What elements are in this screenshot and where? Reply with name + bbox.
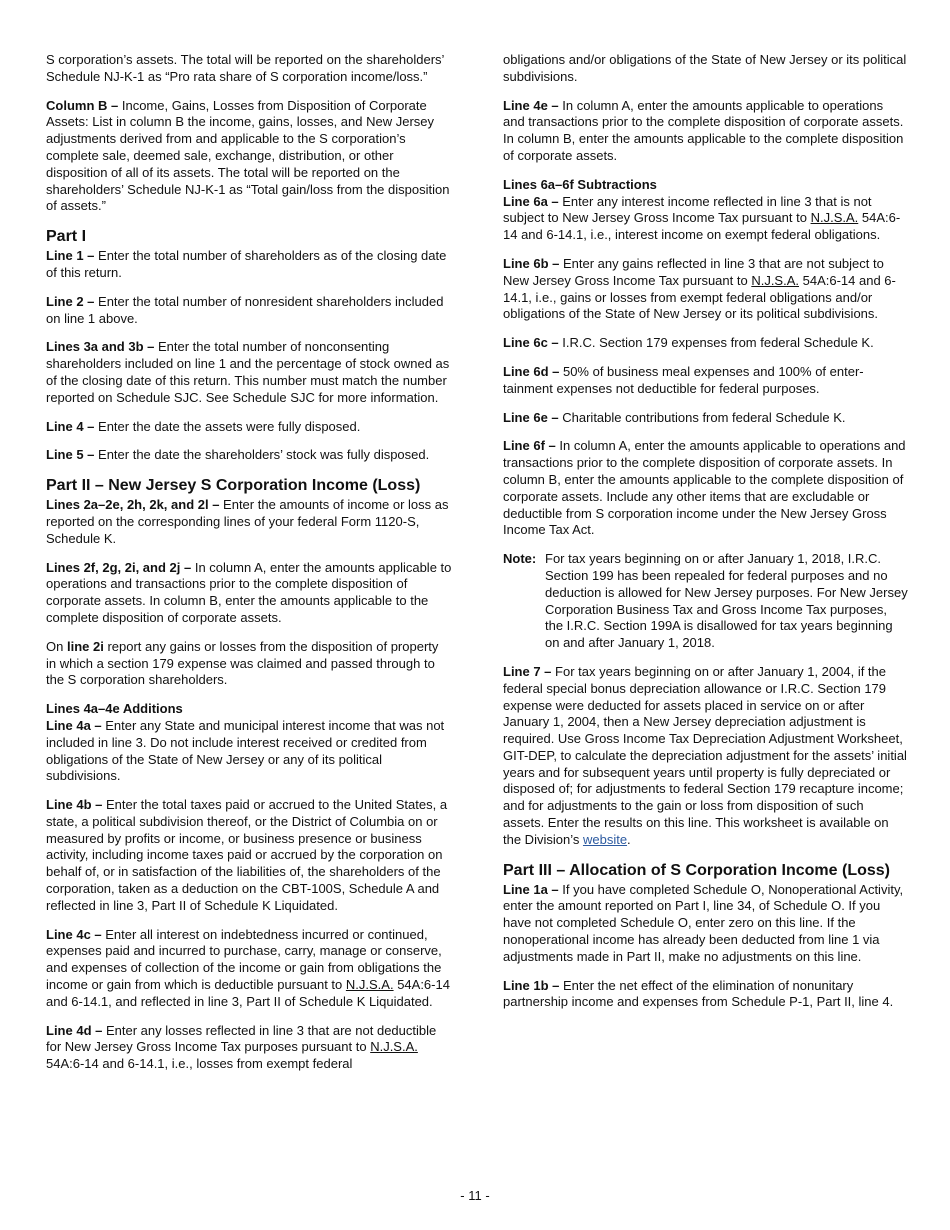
paragraph-lines-2a-2e: Lines 2a–2e, 2h, 2k, and 2l – Enter the amounts of income or loss as reported on the corresponding lines of your federal Form 1120-S, Schedule K. xyxy=(46,497,449,546)
paragraph-line-6f: Line 6f – In column A, enter the amounts applicable to operations and transactions prior to the complete disposition of corporate assets. In column B, enter the amounts applicable to the complete disposition of corporate assets. Include any other items that are excludable or deductible from S corporation income under the New Jersey Gross Income Tax Act. xyxy=(503,438,906,538)
paragraph-continued: obligations and/or obligations of the State of New Jersey or its political subdivisions. xyxy=(503,52,907,84)
paragraph-line-4a: Line 4a – Enter any State and municipal interest income that was not included in line 3. Do not include interest received or credited from obligations of the State of New Jersey or any of its political subdivisions. xyxy=(46,717,445,784)
paragraph-lines-3a-3b: Lines 3a and 3b – Enter the total number of nonconsenting shareholders included on line 1 and the percentage of stock owned as of the closing date of this return. This number must match the number reported on Schedule SJC. See Schedule SJC for more information. xyxy=(46,339,450,405)
paragraph-line-1b: Line 1b – Enter the net effect of the elimination of nonunitary partnership income and expenses from Schedule P-1, Part II, line 4. xyxy=(503,977,894,1010)
part-2-heading: Part II – New Jersey S Corporation Income (Loss) xyxy=(46,477,421,495)
column-b-label: Column B – xyxy=(46,97,119,113)
paragraph-line-1: Line 1 – Enter the total number of shareholders as of the closing date of this return. xyxy=(46,248,447,280)
paragraph-line-6a: Line 6a – Enter any interest income reflected in line 3 that is not subject to New Jersey Gross Income Tax pursuant to N.J.S.A. 54A:6-14 and 6-14.1, i.e., interest income on exempt federal obligations. xyxy=(503,193,901,243)
additions-heading: Lines 4a–4e Additions xyxy=(46,701,183,717)
subtractions-heading: Lines 6a–6f Subtractions xyxy=(503,176,657,192)
left-column xyxy=(46,52,452,1073)
paragraph-line-5: Line 5 – Enter the date the shareholders’ stock was fully disposed. xyxy=(46,447,430,463)
njsa-reference: N.J.S.A. xyxy=(370,1039,418,1055)
paragraph-line-7: Line 7 – For tax years beginning on or after January 1, 2004, if the federal special bonus depreciation allowance or I.R.C. Section 179 expense were deducted for assets placed in service on or after January 1, 2004, then a New Jersey depreciation adjustment is required. Use Gross Income Tax Depreciation Adjustment Worksheet, GIT-DEP, to calculate the depreciation adjustment for the assets’ initial years and for subsequent years until property is fully depreciated or disposed of; for adjustments to federal Section 179 recapture income; and for adjustments to the gain or loss from disposition of such assets. Enter the results on this line. This worksheet is available on the Division’s website. xyxy=(503,663,907,847)
part-3-heading: Part III – Allocation of S Corporation Income (Loss) xyxy=(503,861,890,879)
paragraph-line-4e: Line 4e – In column A, enter the amounts applicable to operations and transactions prior to the complete disposition of corporate assets. In column B, enter the amounts applicable to the complete disposition of corporate assets. xyxy=(503,97,904,163)
note-text: For tax years beginning on or after January 1, 2018, I.R.C. Section 199 has been repealed for federal purposes and no deduction is allowed for New Jersey purposes. For New Jersey Corporation Business Tax and Gross Income Tax purposes, the I.R.C. Section 199A is disallowed for tax years beginning on and after January 1, 2018. xyxy=(545,551,908,651)
njsa-reference: N.J.S.A. xyxy=(751,272,799,288)
paragraph-line-6b: Line 6b – Enter any gains reflected in line 3 that are not subject to New Jersey Gross Income Tax pursuant to N.J.S.A. 54A:6-14 and 6-14.1, i.e., gains or losses from exempt federal obligations and/or obligations of the State of New Jersey or its political subdivisions. xyxy=(503,255,896,322)
paragraph-line-4: Line 4 – Enter the date the assets were fully disposed. xyxy=(46,418,361,434)
paragraph-column-b: Column B – Income, Gains, Losses from Disposition of Corporate Assets: List in column B the income, gains, losses, and New Jersey adjustments derived from and applicable to the S corporation’s complete sale, deemed sale, exchange, distribution, or other disposition of all of its assets. The total will be reported on the shareholders’ Schedule NJ-K-1 as “Total gain/loss from the disposition of assets.” xyxy=(46,97,450,214)
paragraph-line-4c: Line 4c – Enter all interest on indebtedness incurred or continued, expenses paid and incurred to purchase, carry, manage or conserve, and expenses of collection of the income or gain from obligations the income or gain from which is deductible pursuant to N.J.S.A. 54A:6-14 and 6-14.1, and reflected in line 3, Part II of Schedule K Liquidated. xyxy=(46,926,450,1009)
paragraph-line-4b: Line 4b – Enter the total taxes paid or accrued to the United States, a state, a political subdivision thereof, or the District of Columbia on or measured by profits or income, or business presence or business activity, including income taxes paid or accrued by the corporation on behalf of, or in satisfaction of the liabilities of, the shareholders of the corporation, taken as a deduction on the CBT-100S, Schedule A and reflected in line 3, Part II of Schedule K Liquidated. xyxy=(46,797,448,913)
division-website-link[interactable]: website xyxy=(582,831,628,847)
paragraph-line-6c: Line 6c – I.R.C. Section 179 expenses from federal Schedule K. xyxy=(503,335,874,351)
paragraph-line-2: Line 2 – Enter the total number of nonresident shareholders included on line 1 above. xyxy=(46,293,444,326)
note-block xyxy=(503,551,908,652)
paragraph-line-4d: Line 4d – Enter any losses reflected in line 3 that are not deductible for New Jersey Gross Income Tax purposes pursuant to N.J.S.A. 54A:6-14 and 6-14.1, i.e., losses from exempt federal xyxy=(46,1022,437,1072)
right-column xyxy=(503,52,908,1023)
page-number: - 11 - xyxy=(460,1188,490,1203)
paragraph-line-6e: Line 6e – Charitable contributions from federal Schedule K. xyxy=(503,409,846,425)
paragraph-continued: S corporation’s assets. The total will be reported on the shareholders’ Schedule NJ-K-1 as “Pro rata share of S corporation income/loss.” xyxy=(46,52,444,84)
note-label: Note: xyxy=(503,551,537,567)
paragraph-line-2i: On line 2i report any gains or losses from the disposition of property in which a section 179 expense was claimed and passed through to the S corporation shareholders. xyxy=(46,638,439,688)
paragraph-lines-2f-2j: Lines 2f, 2g, 2i, and 2j – In column A, enter the amounts applicable to operations and transactions prior to the complete disposition of corporate assets. In column B, enter the amounts applicable to the complete disposition of corporate assets. xyxy=(46,559,452,625)
njsa-reference: N.J.S.A. xyxy=(345,977,394,993)
paragraph-line-6d: Line 6d – 50% of business meal expenses and 100% of entertainment expenses not deductible for federal purposes. xyxy=(503,363,864,396)
part-1-heading: Part I xyxy=(46,228,87,246)
paragraph-line-1a: Line 1a – If you have completed Schedule O, Nonoperational Activity, enter the amount reported on Part I, line 34, of Schedule O. If you have not completed Schedule O, enter zero on this line. If the nonoperational income has already been deducted from line 1 via adjustments made in Part II, make no adjustments on this line. xyxy=(503,881,904,964)
njsa-reference: N.J.S.A. xyxy=(810,210,859,226)
